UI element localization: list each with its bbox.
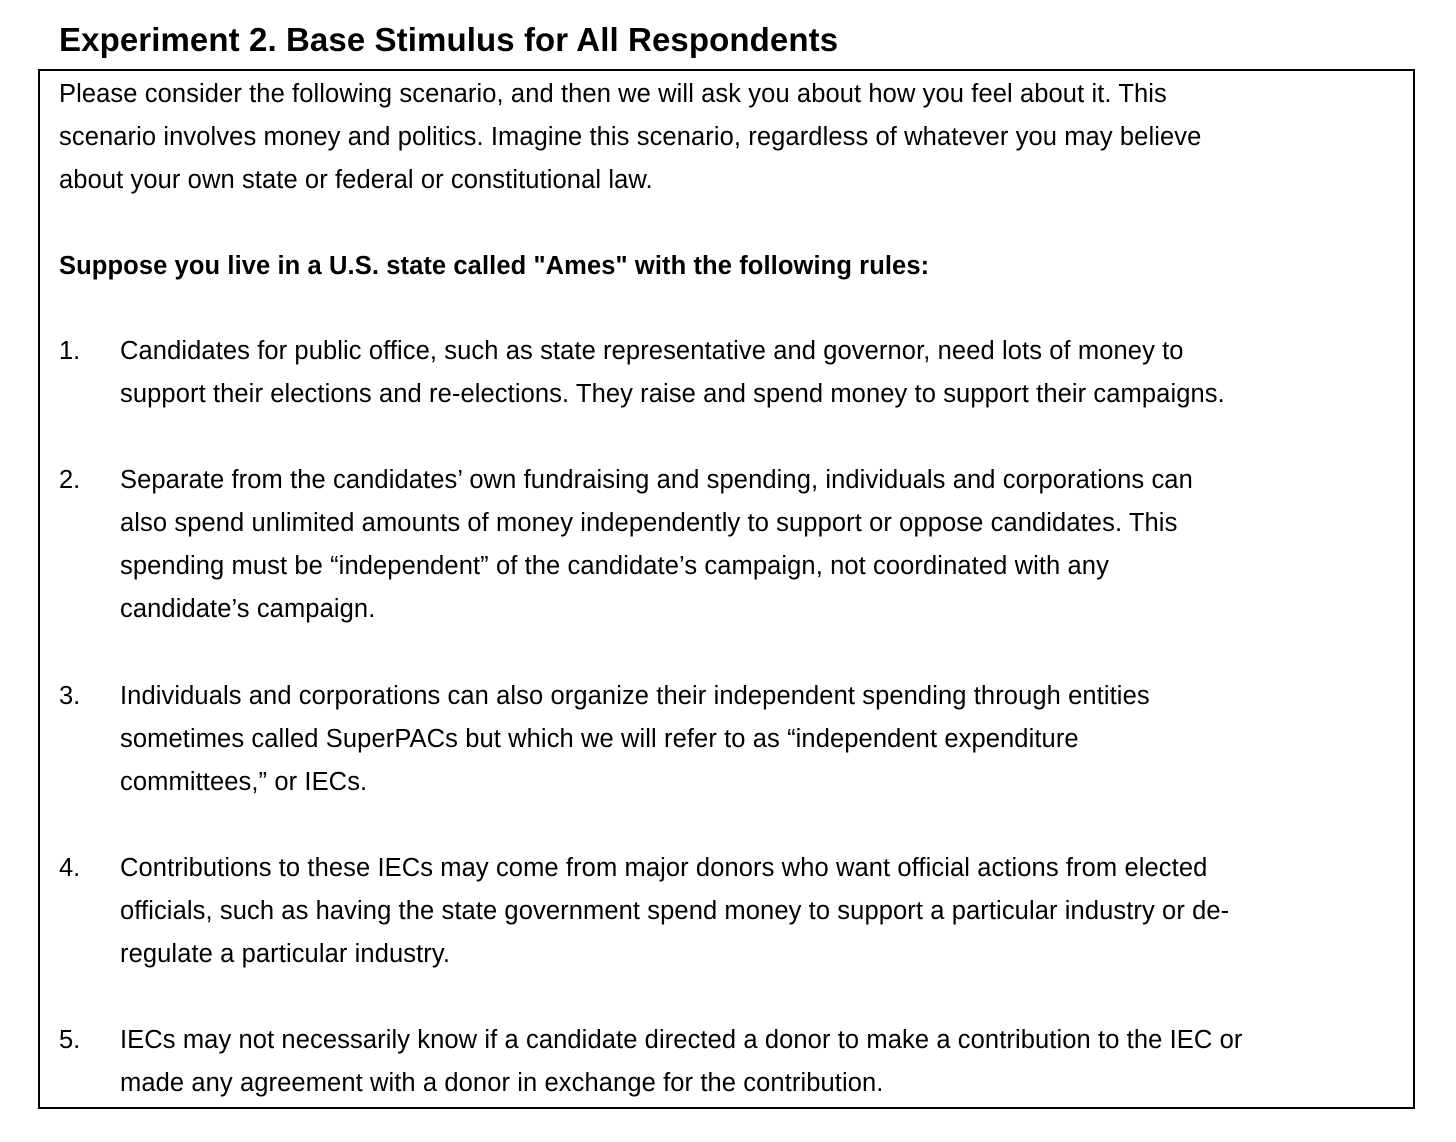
intro-paragraph (59, 73, 1389, 202)
rule-text (120, 847, 1409, 976)
rule-number: 1. (59, 337, 81, 365)
rule-line: Separate from the candidates’ own fundraising and spending, individuals and corporations can (120, 466, 1193, 494)
rules-lead: Suppose you live in a U.S. state called "Ames" with the following rules: (59, 252, 930, 280)
rule-line: regulate a particular industry. (120, 940, 451, 968)
rule-text (120, 330, 1409, 416)
rule-line: Candidates for public office, such as state representative and governor, need lots of money to (120, 337, 1184, 365)
rule-number: 4. (59, 854, 81, 882)
rule-number: 2. (59, 466, 81, 494)
rule-line: sometimes called SuperPACs but which we will refer to as “independent expenditure (120, 725, 1079, 753)
rule-line: made any agreement with a donor in exchange for the contribution. (120, 1069, 884, 1097)
rule-line: support their elections and re-elections. They raise and spend money to support their campaigns. (120, 380, 1225, 408)
rule-line: spending must be “independent” of the candidate’s campaign, not coordinated with any (120, 552, 1109, 580)
rule-text (120, 459, 1409, 631)
rule-line: officials, such as having the state government spend money to support a particular industry or de- (120, 897, 1230, 925)
intro-line: about your own state or federal or constitutional law. (59, 166, 653, 194)
rule-text (120, 1019, 1409, 1105)
intro-line: Please consider the following scenario, and then we will ask you about how you feel about it. This (59, 80, 1167, 108)
intro-line: scenario involves money and politics. Imagine this scenario, regardless of whatever you may believe (59, 123, 1202, 151)
rule-line: also spend unlimited amounts of money independently to support or oppose candidates. This (120, 509, 1178, 537)
page-title: Experiment 2. Base Stimulus for All Respondents (59, 21, 839, 58)
rule-number: 5. (59, 1026, 81, 1054)
rule-text (120, 675, 1409, 804)
rule-line: committees,” or IECs. (120, 768, 368, 796)
rule-line: Individuals and corporations can also organize their independent spending through entities (120, 682, 1150, 710)
rule-number: 3. (59, 682, 81, 710)
rule-line: Contributions to these IECs may come from major donors who want official actions from elected (120, 854, 1208, 882)
rule-line: candidate’s campaign. (120, 595, 376, 623)
rule-line: IECs may not necessarily know if a candidate directed a donor to make a contribution to the IEC or (120, 1026, 1243, 1054)
